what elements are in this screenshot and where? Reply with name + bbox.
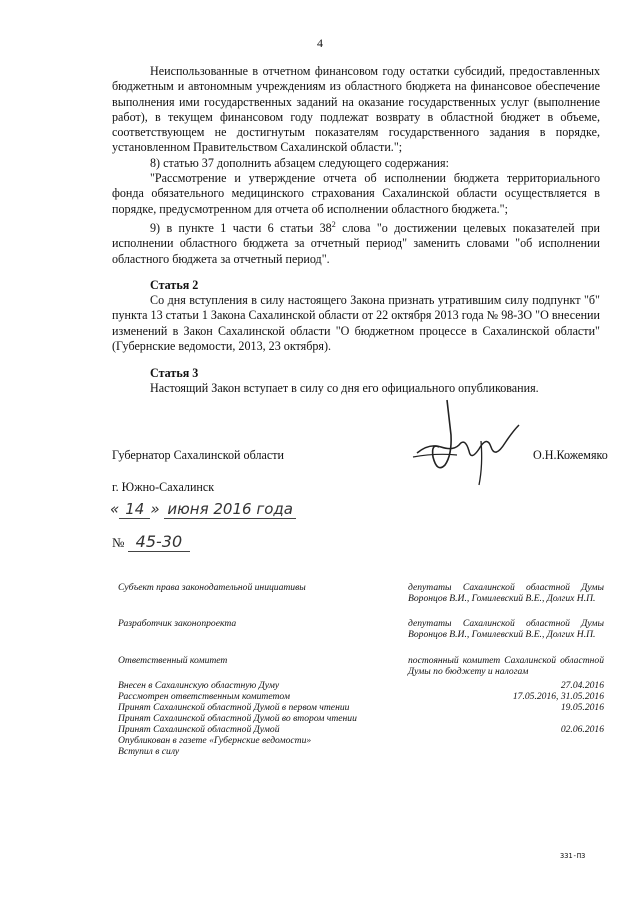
law-number: № 45-30 bbox=[112, 532, 190, 551]
article-2-heading: Статья 2 bbox=[150, 278, 199, 292]
developer-value: депутаты Сахалинской областной Думы Воронцов В.И., Гомилевский В.Е., Долгих Н.П. bbox=[408, 618, 604, 640]
city-label: г. Южно-Сахалинск bbox=[112, 480, 215, 494]
governor-title: Губернатор Сахалинской области bbox=[112, 448, 284, 462]
governor-name: О.Н.Кожемяко bbox=[533, 448, 608, 462]
paragraph-item-8: 8) статью 37 дополнить абзацем следующего содержания: bbox=[150, 156, 449, 170]
governor-signature bbox=[395, 395, 525, 490]
history-row: Рассмотрен ответственным комитетом 17.05.2016, 31.05.2016 bbox=[118, 691, 604, 702]
initiative-label: Субъект права законодательной инициативы bbox=[118, 582, 306, 593]
article-3-text: Настоящий Закон вступает в силу со дня его официального опубликования. bbox=[150, 381, 539, 395]
history-row: Принят Сахалинской областной Думой 02.06.2016 bbox=[118, 724, 604, 735]
paragraph-subsidies: Неиспользованные в отчетном финансовом году остатки субсидий, предоставленных бюджетным и автономным учреждениям из областного бюджета на финансовое обеспечение выполнения ими государственных заданий на оказание государственных услуг (выполнение работ), в текущем финансовом году подлежат возврату в областной бюджет в объеме, соответствующем не достигнутым показателям государственного задания в порядке, установленном Правительством Сахалинской области."; bbox=[112, 64, 600, 155]
committee-label: Ответственный комитет bbox=[118, 655, 228, 666]
legislative-history bbox=[118, 680, 604, 757]
committee-value: постоянный комитет Сахалинской областной Думы по бюджету и налогам bbox=[408, 655, 604, 677]
document-code: 331-ПЗ bbox=[560, 852, 586, 860]
developer-label: Разработчик законопроекта bbox=[118, 618, 237, 629]
initiative-value: депутаты Сахалинской областной Думы Воронцов В.И., Гомилевский В.Е., Долгих Н.П. bbox=[408, 582, 604, 604]
paragraph-article-37-addition: "Рассмотрение и утверждение отчета об исполнении бюджета территориального фонда обязательного медицинского страхования Сахалинской области осуществляется в порядке, предусмотренном для отчета об исполнении областного бюджета."; bbox=[112, 171, 600, 216]
history-row: Опубликован в газете «Губернские ведомости» bbox=[118, 735, 312, 746]
paragraph-item-9: 9) в пункте 1 части 6 статьи $38^2$ слова "о достижении целевых показателей при исполнении областного бюджета за отчетный период" заменить словами "об исполнении областного бюджета за отчетный период". bbox=[112, 220, 600, 266]
history-row: Внесен в Сахалинскую областную Думу 27.04.2016 bbox=[118, 680, 604, 691]
page-number: 4 bbox=[317, 36, 323, 50]
article-2-text: Со дня вступления в силу настоящего Закона признать утратившим силу подпункт "б" пункта 13 статьи 1 Закона Сахалинской области от 22 октября 2013 года № 98-ЗО "О внесении изменений в Закон Сахалинской области "О бюджетном процессе в Сахалинской области" (Губернские ведомости, 2013, 23 октября). bbox=[112, 293, 600, 353]
signing-date: « 14 » июня 2016 года bbox=[110, 500, 296, 518]
history-row: Принят Сахалинской областной Думой во втором чтении bbox=[118, 713, 357, 724]
history-row: Принят Сахалинской областной Думой в первом чтении 19.05.2016 bbox=[118, 702, 604, 713]
history-row: Вступил в силу bbox=[118, 746, 180, 757]
article-3-heading: Статья 3 bbox=[150, 366, 199, 380]
